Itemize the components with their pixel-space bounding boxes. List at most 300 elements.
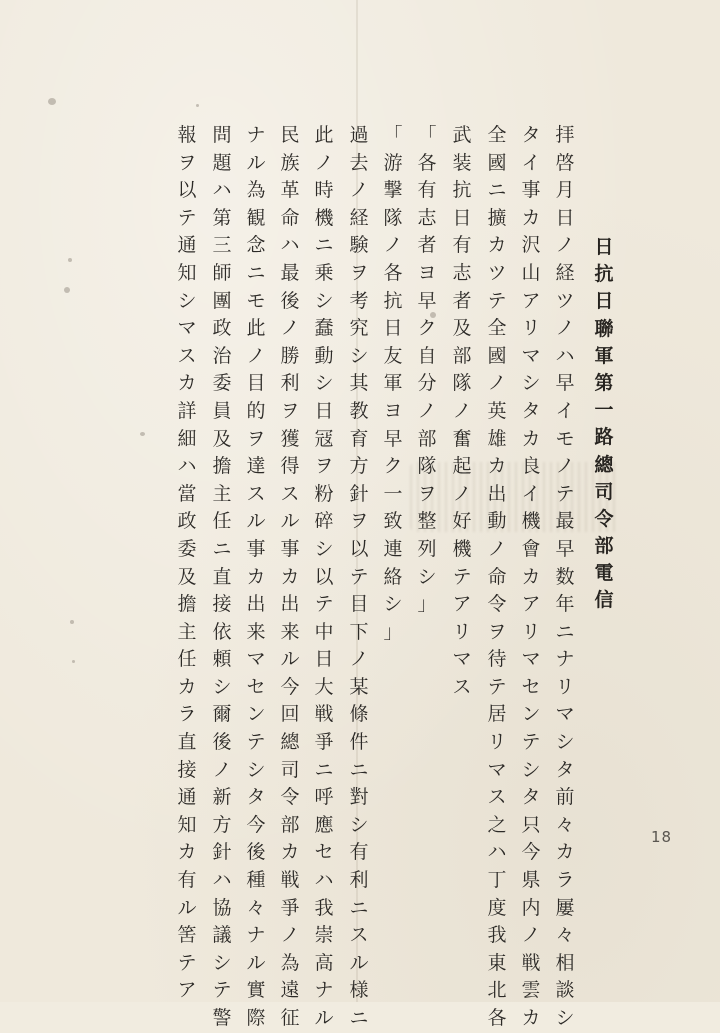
glyph: 此 [246, 317, 266, 340]
glyph: 好 [452, 510, 472, 533]
glyph: ヲ [417, 482, 437, 505]
glyph: 連 [383, 537, 403, 560]
glyph: 以 [349, 537, 369, 560]
glyph: 為 [280, 951, 300, 974]
speck [64, 287, 70, 293]
glyph: 志 [417, 206, 437, 229]
glyph: 戦 [280, 869, 300, 892]
glyph: マ [521, 344, 541, 367]
glyph: 直 [177, 731, 197, 754]
glyph: カ [177, 675, 197, 698]
glyph: 只 [521, 813, 541, 836]
glyph: 警 [212, 1007, 232, 1029]
glyph: ニ [349, 758, 369, 781]
glyph: 究 [349, 317, 369, 340]
glyph: 出 [487, 482, 507, 505]
title-glyph: 令 [594, 507, 614, 530]
glyph: 前 [555, 786, 575, 809]
title-glyph: 聯 [594, 317, 614, 340]
glyph: 擴 [487, 206, 507, 229]
glyph: ア [521, 289, 541, 312]
glyph: 我 [487, 924, 507, 947]
glyph: ノ [246, 344, 266, 367]
glyph: 隊 [417, 455, 437, 478]
text-column [174, 122, 200, 1005]
glyph: ニ [314, 234, 334, 257]
glyph: シ [314, 289, 334, 312]
glyph: 爭 [280, 896, 300, 919]
glyph: ヲ [280, 399, 300, 422]
glyph: 早 [555, 372, 575, 395]
glyph: カ [555, 841, 575, 864]
glyph: 當 [177, 482, 197, 505]
glyph: 今 [280, 675, 300, 698]
glyph: 雲 [521, 979, 541, 1002]
glyph: 考 [349, 289, 369, 312]
glyph: 早 [417, 289, 437, 312]
glyph: 整 [417, 510, 437, 533]
speck [70, 620, 74, 624]
glyph: ヲ [349, 261, 369, 284]
glyph: 機 [314, 206, 334, 229]
glyph: モ [555, 427, 575, 450]
glyph: 出 [280, 593, 300, 616]
glyph: 以 [314, 565, 334, 588]
glyph: 通 [177, 234, 197, 257]
glyph: ノ [212, 758, 232, 781]
title-glyph: 一 [594, 399, 614, 422]
speck [196, 104, 199, 107]
glyph: 戦 [521, 951, 541, 974]
glyph: 令 [280, 786, 300, 809]
glyph: ア [177, 979, 197, 1002]
glyph: 高 [314, 951, 334, 974]
glyph: ス [246, 482, 266, 505]
faint-stamp [410, 462, 620, 532]
glyph: イ [521, 151, 541, 174]
text-column [552, 122, 578, 1033]
glyph: 「 [417, 124, 437, 146]
glyph: 報 [177, 124, 197, 146]
glyph: 一 [383, 482, 403, 505]
glyph: 日 [314, 648, 334, 671]
glyph: シ [314, 372, 334, 395]
glyph: 依 [212, 620, 232, 643]
glyph: 政 [177, 510, 197, 533]
glyph: ア [521, 593, 541, 616]
glyph: カ [521, 427, 541, 450]
glyph: ノ [383, 234, 403, 257]
title-glyph: 司 [594, 480, 614, 503]
glyph: 々 [555, 924, 575, 947]
glyph: 任 [212, 510, 232, 533]
glyph: 早 [383, 427, 403, 450]
glyph: 條 [349, 703, 369, 726]
glyph: シ [246, 758, 266, 781]
glyph: ラ [555, 869, 575, 892]
glyph: 日 [383, 317, 403, 340]
glyph: 之 [487, 813, 507, 836]
glyph: 拝 [555, 124, 575, 146]
glyph: 命 [487, 565, 507, 588]
glyph: 政 [212, 317, 232, 340]
text-column [243, 122, 269, 1033]
glyph: 者 [452, 289, 472, 312]
glyph: 爭 [314, 731, 334, 754]
glyph: 丁 [487, 869, 507, 892]
glyph: 令 [487, 593, 507, 616]
glyph: 新 [212, 786, 232, 809]
glyph: 今 [246, 813, 266, 836]
glyph: 最 [280, 261, 300, 284]
glyph: 碎 [314, 510, 334, 533]
glyph: 知 [177, 261, 197, 284]
glyph: 部 [280, 813, 300, 836]
glyph: 待 [487, 648, 507, 671]
glyph: ン [246, 703, 266, 726]
glyph: 達 [246, 455, 266, 478]
glyph: カ [280, 841, 300, 864]
glyph: リ [452, 620, 472, 643]
glyph: ル [246, 510, 266, 533]
glyph: 今 [521, 841, 541, 864]
glyph: テ [246, 731, 266, 754]
text-column [209, 122, 235, 1033]
glyph: ナ [246, 124, 266, 146]
glyph: 々 [246, 896, 266, 919]
glyph: 来 [246, 620, 266, 643]
glyph: 来 [280, 620, 300, 643]
glyph: 隊 [383, 206, 403, 229]
glyph: ノ [555, 455, 575, 478]
glyph: 良 [521, 455, 541, 478]
glyph: 委 [177, 537, 197, 560]
glyph: 針 [212, 841, 232, 864]
glyph: 年 [555, 593, 575, 616]
glyph: シ [314, 537, 334, 560]
glyph: マ [521, 648, 541, 671]
glyph: ヲ [487, 620, 507, 643]
glyph: 県 [521, 869, 541, 892]
glyph: ヲ [314, 455, 334, 478]
glyph: テ [487, 289, 507, 312]
glyph: ニ [212, 537, 232, 560]
glyph: ス [280, 482, 300, 505]
glyph: ハ [212, 179, 232, 202]
glyph: 出 [246, 593, 266, 616]
glyph: 民 [280, 124, 300, 146]
glyph: ル [280, 510, 300, 533]
glyph: 擔 [212, 455, 232, 478]
glyph: 啓 [555, 151, 575, 174]
glyph: ク [383, 455, 403, 478]
glyph: 動 [487, 510, 507, 533]
glyph: ノ [349, 179, 369, 202]
glyph: 下 [349, 620, 369, 643]
glyph: ス [177, 344, 197, 367]
glyph: 抗 [452, 179, 472, 202]
glyph: 絡 [383, 565, 403, 588]
glyph: マ [246, 648, 266, 671]
glyph: 経 [349, 206, 369, 229]
glyph: ニ [555, 620, 575, 643]
glyph: シ [212, 951, 232, 974]
glyph: ハ [177, 455, 197, 478]
document-title [591, 234, 617, 615]
glyph: ヨ [417, 261, 437, 284]
glyph: ノ [349, 648, 369, 671]
glyph: リ [521, 317, 541, 340]
glyph: 粉 [314, 482, 334, 505]
glyph: 々 [555, 813, 575, 836]
glyph: 方 [349, 455, 369, 478]
glyph: 者 [417, 234, 437, 257]
glyph: シ [555, 731, 575, 754]
title-glyph: 路 [594, 426, 614, 449]
glyph: タ [246, 786, 266, 809]
glyph: テ [177, 951, 197, 974]
glyph: テ [314, 593, 334, 616]
glyph: 大 [314, 675, 334, 698]
glyph: 教 [349, 399, 369, 422]
glyph: 有 [417, 179, 437, 202]
glyph: 會 [521, 537, 541, 560]
glyph: 後 [246, 841, 266, 864]
glyph: ツ [555, 289, 575, 312]
glyph: ニ [349, 896, 369, 919]
glyph: ル [177, 896, 197, 919]
glyph: 游 [383, 151, 403, 174]
glyph: テ [452, 565, 472, 588]
glyph: 司 [280, 758, 300, 781]
glyph: 」 [383, 620, 403, 643]
glyph: 自 [417, 344, 437, 367]
glyph: 沢 [521, 234, 541, 257]
glyph: ノ [280, 317, 300, 340]
glyph: 中 [314, 620, 334, 643]
glyph: 國 [487, 151, 507, 174]
glyph: ノ [314, 151, 334, 174]
glyph: 北 [487, 979, 507, 1002]
glyph: ル [280, 648, 300, 671]
glyph: テ [487, 675, 507, 698]
glyph: シ [349, 344, 369, 367]
title-glyph: 抗 [594, 263, 614, 286]
glyph: 日 [314, 399, 334, 422]
glyph: ノ [487, 372, 507, 395]
text-column [484, 122, 510, 1033]
speck [72, 660, 75, 663]
glyph: ヲ [349, 510, 369, 533]
glyph: セ [521, 675, 541, 698]
glyph: 冦 [314, 427, 334, 450]
glyph: 育 [349, 427, 369, 450]
glyph: 三 [212, 234, 232, 257]
glyph: ヲ [177, 151, 197, 174]
title-glyph: 第 [594, 371, 614, 394]
glyph: タ [521, 786, 541, 809]
glyph: リ [521, 620, 541, 643]
page-number: 18 [651, 828, 673, 846]
glyph: セ [246, 675, 266, 698]
glyph: 主 [177, 620, 197, 643]
glyph: 利 [349, 869, 369, 892]
glyph: 為 [246, 179, 266, 202]
glyph: 頼 [212, 648, 232, 671]
glyph: 隊 [452, 372, 472, 395]
glyph: 以 [177, 179, 197, 202]
glyph: ノ [555, 234, 575, 257]
glyph: 部 [452, 344, 472, 367]
glyph: 細 [177, 427, 197, 450]
glyph: 爾 [212, 703, 232, 726]
glyph: ノ [555, 317, 575, 340]
glyph: シ [417, 565, 437, 588]
glyph: 針 [349, 482, 369, 505]
glyph: テ [177, 206, 197, 229]
glyph: 事 [246, 537, 266, 560]
glyph: タ [521, 399, 541, 422]
glyph: 治 [212, 344, 232, 367]
glyph: 内 [521, 896, 541, 919]
glyph: ス [487, 786, 507, 809]
glyph: ン [521, 703, 541, 726]
glyph: 」 [417, 593, 437, 616]
glyph: 議 [212, 924, 232, 947]
glyph: 其 [349, 372, 369, 395]
glyph: 志 [452, 261, 472, 284]
glyph: マ [555, 703, 575, 726]
glyph: 委 [212, 372, 232, 395]
glyph: 英 [487, 399, 507, 422]
glyph: ハ [555, 344, 575, 367]
glyph: 東 [487, 951, 507, 974]
glyph: ツ [487, 261, 507, 284]
glyph: 遠 [280, 979, 300, 1002]
glyph: 協 [212, 896, 232, 919]
glyph: 問 [212, 124, 232, 146]
glyph: 征 [280, 1007, 300, 1029]
glyph: 及 [212, 427, 232, 450]
glyph: 任 [177, 648, 197, 671]
glyph: 勝 [280, 344, 300, 367]
glyph: 様 [349, 979, 369, 1002]
glyph: 験 [349, 234, 369, 257]
glyph: 族 [280, 151, 300, 174]
glyph: シ [521, 758, 541, 781]
glyph: 目 [349, 593, 369, 616]
glyph: セ [314, 841, 334, 864]
glyph: モ [246, 289, 266, 312]
glyph: 時 [314, 179, 334, 202]
glyph: ア [452, 593, 472, 616]
title-glyph: 日 [594, 290, 614, 313]
glyph: ハ [280, 234, 300, 257]
glyph: 最 [555, 510, 575, 533]
glyph: 撃 [383, 179, 403, 202]
glyph: 題 [212, 151, 232, 174]
glyph: 詳 [177, 399, 197, 422]
glyph: カ [521, 565, 541, 588]
glyph: 團 [212, 289, 232, 312]
glyph: 主 [212, 482, 232, 505]
text-column [518, 122, 544, 1033]
glyph: 國 [487, 344, 507, 367]
glyph: 早 [555, 537, 575, 560]
glyph: カ [521, 206, 541, 229]
glyph: 有 [177, 869, 197, 892]
title-glyph: 軍 [594, 344, 614, 367]
glyph: 的 [246, 399, 266, 422]
glyph: 擔 [177, 593, 197, 616]
glyph: ニ [314, 758, 334, 781]
text-column [346, 122, 372, 1033]
glyph: 後 [212, 731, 232, 754]
glyph: 奮 [452, 427, 472, 450]
glyph: 件 [349, 731, 369, 754]
glyph: ノ [452, 399, 472, 422]
glyph: 接 [212, 593, 232, 616]
glyph: シ [349, 813, 369, 836]
glyph: 装 [452, 151, 472, 174]
glyph: 回 [280, 703, 300, 726]
glyph: 得 [280, 455, 300, 478]
glyph: 過 [349, 124, 369, 146]
glyph: 致 [383, 510, 403, 533]
glyph: 談 [555, 979, 575, 1002]
glyph: ラ [177, 703, 197, 726]
glyph: ノ [280, 924, 300, 947]
glyph: カ [177, 372, 197, 395]
glyph: シ [177, 289, 197, 312]
title-glyph: 日 [594, 236, 614, 258]
glyph: 列 [417, 537, 437, 560]
glyph: 乗 [314, 261, 334, 284]
glyph: 戦 [314, 703, 334, 726]
glyph: ス [452, 675, 472, 698]
glyph: 全 [487, 317, 507, 340]
glyph: 月 [555, 179, 575, 202]
glyph: 各 [383, 261, 403, 284]
glyph: ヲ [246, 427, 266, 450]
glyph: 動 [314, 344, 334, 367]
glyph: ハ [314, 869, 334, 892]
glyph: 此 [314, 124, 334, 146]
glyph: ノ [521, 924, 541, 947]
glyph: 崇 [314, 924, 334, 947]
glyph: 對 [349, 786, 369, 809]
glyph: 経 [555, 261, 575, 284]
glyph: ル [314, 1007, 334, 1029]
glyph: 實 [246, 979, 266, 1002]
glyph: 有 [452, 234, 472, 257]
glyph: 通 [177, 786, 197, 809]
glyph: ク [417, 317, 437, 340]
glyph: 應 [314, 813, 334, 836]
glyph: 利 [280, 372, 300, 395]
glyph: ハ [487, 841, 507, 864]
glyph: ヨ [383, 399, 403, 422]
glyph: 居 [487, 703, 507, 726]
glyph: 有 [349, 841, 369, 864]
glyph: テ [349, 565, 369, 588]
glyph: ナ [555, 648, 575, 671]
glyph: ノ [452, 482, 472, 505]
glyph: ル [246, 151, 266, 174]
glyph: 起 [452, 455, 472, 478]
glyph: リ [555, 675, 575, 698]
title-glyph: 信 [594, 589, 614, 612]
